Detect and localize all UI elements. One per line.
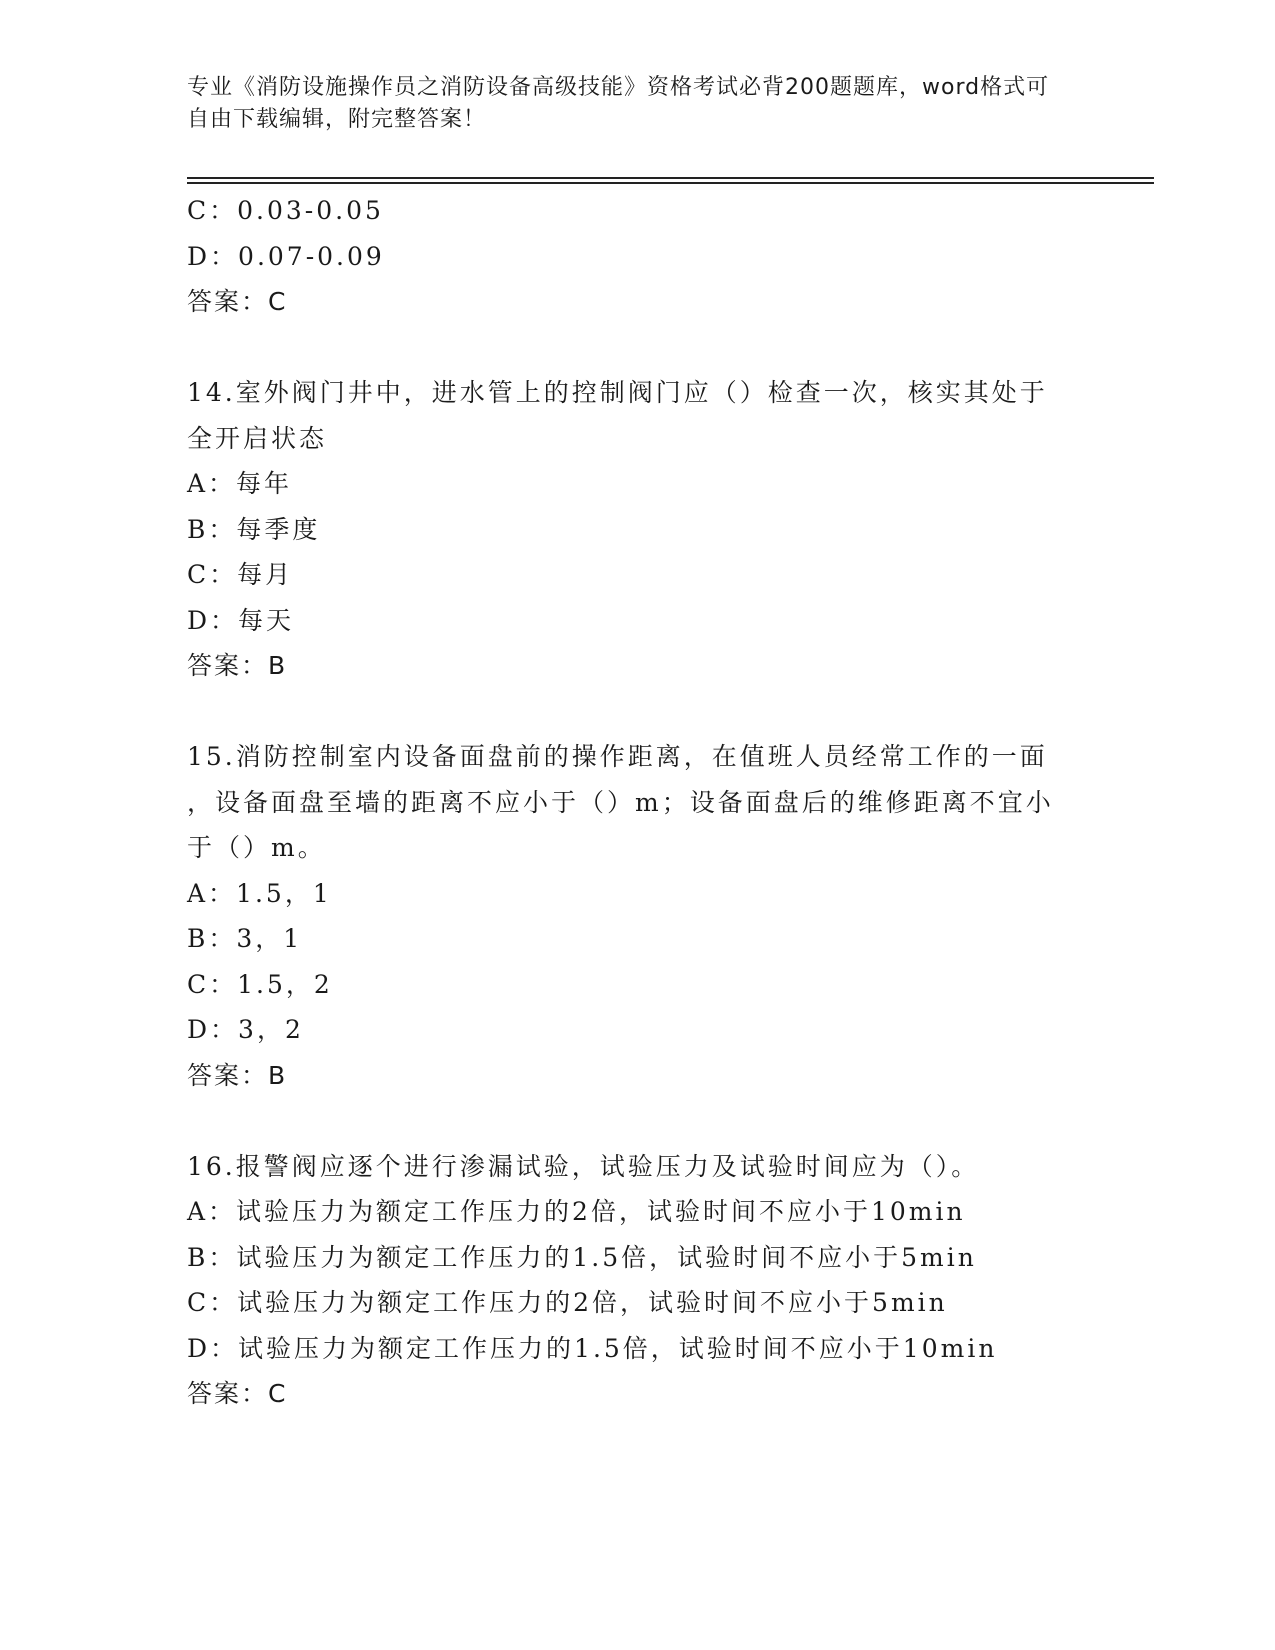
header-rule-bottom bbox=[187, 182, 1154, 184]
answer-line: 答案：B bbox=[187, 1060, 288, 1090]
question-text-line: 15.消防控制室内设备面盘前的操作距离，在值班人员经常工作的一面 bbox=[187, 742, 1048, 771]
answer-line: 答案：C bbox=[187, 1379, 288, 1408]
option-d: D：试验压力为额定工作压力的1.5倍，试验时间不应小于10min bbox=[187, 1333, 998, 1363]
option-c: C：试验压力为额定工作压力的2倍，试验时间不应小于5min bbox=[187, 1288, 948, 1317]
option-c: C：0.03-0.05 bbox=[187, 196, 384, 225]
question-14 bbox=[187, 370, 1087, 689]
answer-line: 答案：B bbox=[187, 651, 288, 680]
spacer bbox=[187, 325, 1087, 371]
spacer bbox=[187, 689, 1087, 735]
question-13-continued bbox=[187, 188, 1087, 325]
option-c: C：每月 bbox=[187, 560, 294, 589]
option-c: C：1.5，2 bbox=[187, 969, 333, 999]
option-b: B：试验压力为额定工作压力的1.5倍，试验时间不应小于5min bbox=[187, 1242, 977, 1272]
option-b: B：每季度 bbox=[187, 514, 321, 544]
question-15 bbox=[187, 734, 1087, 1098]
document-header: 专业《消防设施操作员之消防设备高级技能》资格考试必背200题题库，word格式可自由下载编辑，附完整答案！ bbox=[187, 75, 1050, 132]
document-body bbox=[187, 188, 1087, 1417]
option-b: B：3，1 bbox=[187, 924, 303, 953]
question-text-line: ，设备面盘至墙的距离不应小于（）m；设备面盘后的维修距离不宜小 bbox=[187, 787, 1054, 817]
option-d: D：每天 bbox=[187, 605, 295, 635]
option-a: A：试验压力为额定工作压力的2倍，试验时间不应小于10min bbox=[187, 1197, 966, 1226]
question-text-line: 14.室外阀门井中，进水管上的控制阀门应（）检查一次，核实其处于 bbox=[187, 378, 1048, 407]
option-a: A：1.5，1 bbox=[187, 878, 332, 908]
question-text-line: 16.报警阀应逐个进行渗漏试验，试验压力及试验时间应为（）。 bbox=[187, 1151, 980, 1181]
option-a: A：每年 bbox=[187, 469, 293, 498]
question-text-line: 于（）m。 bbox=[187, 833, 326, 862]
answer-line: 答案：C bbox=[187, 287, 288, 316]
option-d: D：3，2 bbox=[187, 1015, 304, 1044]
spacer bbox=[187, 1098, 1087, 1144]
option-d: D：0.07-0.09 bbox=[187, 241, 385, 271]
question-text-line: 全开启状态 bbox=[187, 423, 328, 453]
question-16 bbox=[187, 1144, 1087, 1417]
header-rule-top bbox=[187, 177, 1154, 179]
